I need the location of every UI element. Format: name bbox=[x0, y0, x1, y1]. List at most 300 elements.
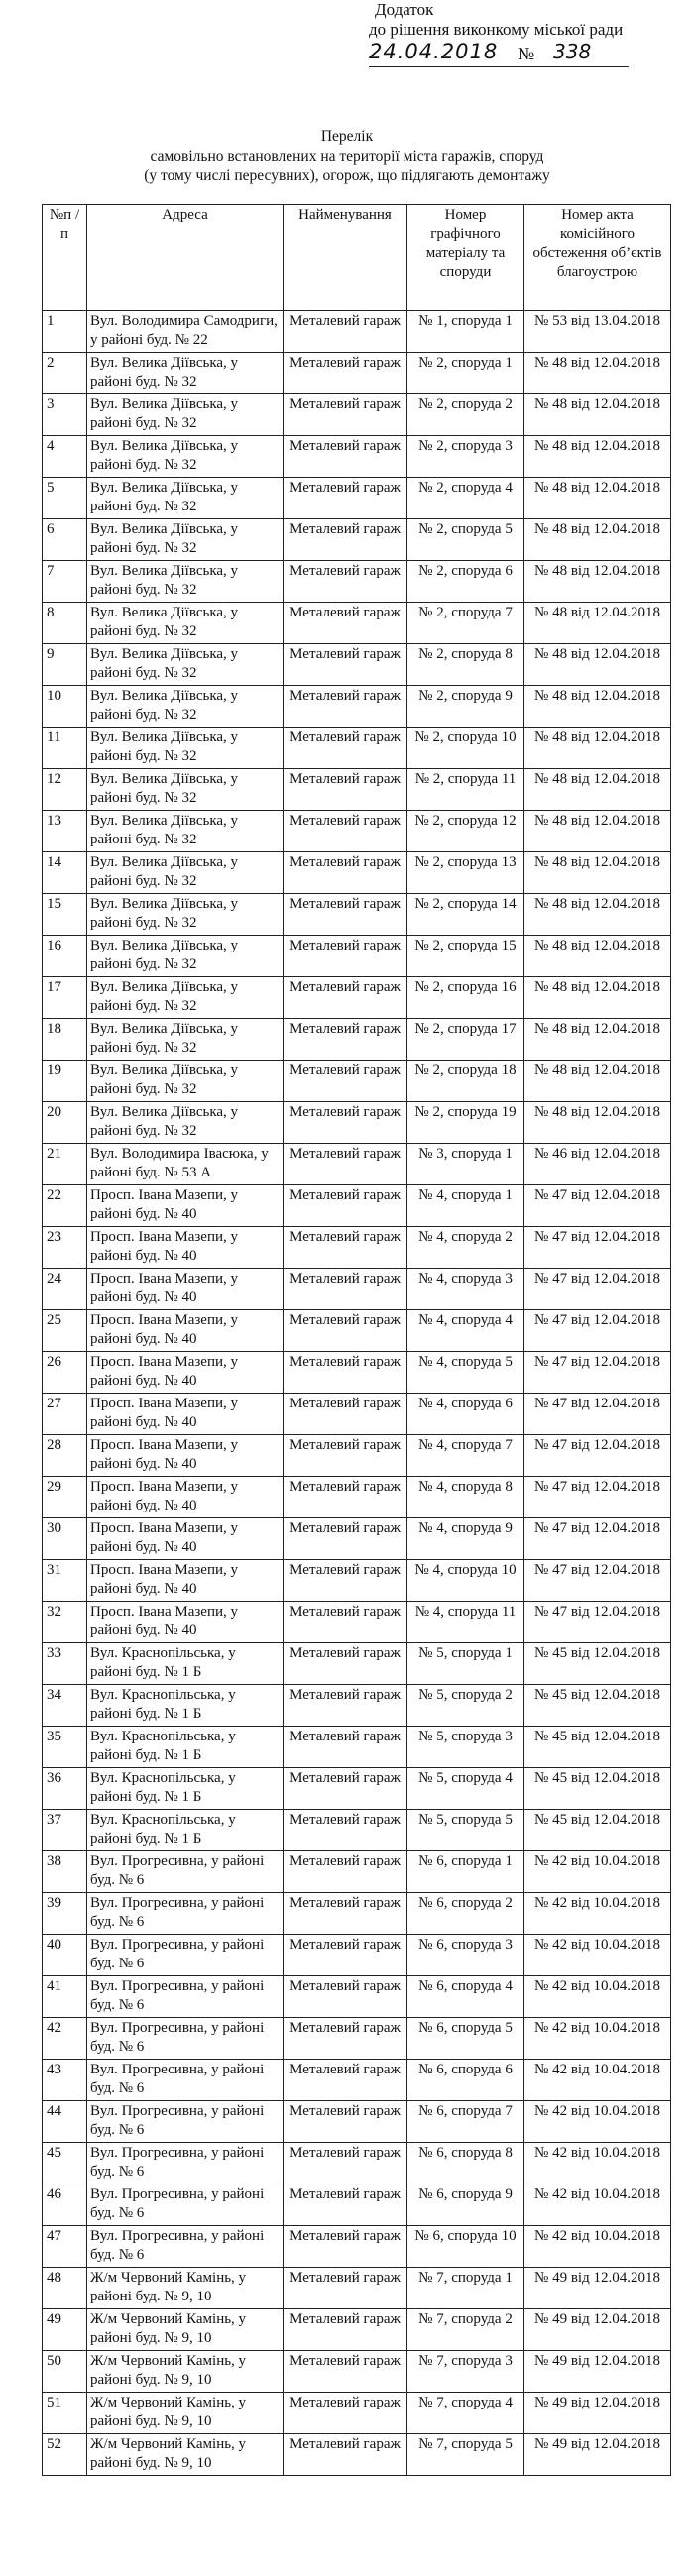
document-title bbox=[0, 127, 694, 186]
cell-number: 42 bbox=[43, 2018, 87, 2060]
cell-address: Вул. Велика Діївська, у районі буд. № 32 bbox=[87, 852, 284, 894]
cell-act: № 47 від 12.04.2018 bbox=[524, 1227, 671, 1269]
cell-address: Просп. Івана Мазепи, у районі буд. № 40 bbox=[87, 1310, 284, 1352]
cell-name: Металевий гараж bbox=[284, 603, 407, 644]
cell-material: № 4, споруда 5 bbox=[407, 1352, 524, 1394]
cell-act: № 49 від 12.04.2018 bbox=[524, 2434, 671, 2476]
cell-material: № 2, споруда 1 bbox=[407, 353, 524, 394]
cell-name: Металевий гараж bbox=[284, 1310, 407, 1352]
table-row bbox=[43, 1144, 671, 1185]
cell-number: 49 bbox=[43, 2309, 87, 2351]
cell-material: № 6, споруда 4 bbox=[407, 1976, 524, 2018]
table-row bbox=[43, 1352, 671, 1394]
cell-address: Ж/м Червоний Камінь, у районі буд. № 9, 10 bbox=[87, 2309, 284, 2351]
decision-number: 338 bbox=[553, 40, 592, 63]
table-row bbox=[43, 1976, 671, 2018]
cell-number: 38 bbox=[43, 1851, 87, 1893]
cell-name: Металевий гараж bbox=[284, 2268, 407, 2309]
col-header-address: Адреса bbox=[87, 205, 284, 311]
cell-number: 26 bbox=[43, 1352, 87, 1394]
table-row bbox=[43, 394, 671, 436]
cell-number: 22 bbox=[43, 1185, 87, 1227]
cell-act: № 48 від 12.04.2018 bbox=[524, 852, 671, 894]
cell-number: 37 bbox=[43, 1810, 87, 1851]
cell-address: Вул. Велика Діївська, у районі буд. № 32 bbox=[87, 353, 284, 394]
cell-material: № 6, споруда 10 bbox=[407, 2226, 524, 2268]
cell-material: № 6, споруда 9 bbox=[407, 2184, 524, 2226]
cell-material: № 6, споруда 5 bbox=[407, 2018, 524, 2060]
cell-address: Вул. Велика Діївська, у районі буд. № 32 bbox=[87, 394, 284, 436]
table-row bbox=[43, 2060, 671, 2101]
cell-act: № 48 від 12.04.2018 bbox=[524, 436, 671, 478]
table-row bbox=[43, 2393, 671, 2434]
cell-number: 15 bbox=[43, 894, 87, 936]
col-header-number: №п /п bbox=[43, 205, 87, 311]
cell-number: 16 bbox=[43, 936, 87, 977]
cell-name: Металевий гараж bbox=[284, 936, 407, 977]
cell-number: 2 bbox=[43, 353, 87, 394]
cell-material: № 4, споруда 10 bbox=[407, 1560, 524, 1602]
cell-material: № 4, споруда 6 bbox=[407, 1394, 524, 1435]
cell-address: Просп. Івана Мазепи, у районі буд. № 40 bbox=[87, 1560, 284, 1602]
cell-material: № 4, споруда 8 bbox=[407, 1477, 524, 1518]
cell-material: № 2, споруда 6 bbox=[407, 561, 524, 603]
cell-material: № 2, споруда 15 bbox=[407, 936, 524, 977]
cell-name: Металевий гараж bbox=[284, 1352, 407, 1394]
cell-number: 25 bbox=[43, 1310, 87, 1352]
cell-name: Металевий гараж bbox=[284, 1602, 407, 1643]
cell-act: № 49 від 12.04.2018 bbox=[524, 2393, 671, 2434]
cell-name: Металевий гараж bbox=[284, 1019, 407, 1061]
cell-material: № 7, споруда 3 bbox=[407, 2351, 524, 2393]
table-row bbox=[43, 2226, 671, 2268]
cell-name: Металевий гараж bbox=[284, 1685, 407, 1727]
cell-number: 1 bbox=[43, 311, 87, 353]
cell-number: 23 bbox=[43, 1227, 87, 1269]
cell-act: № 42 від 10.04.2018 bbox=[524, 1935, 671, 1976]
cell-name: Металевий гараж bbox=[284, 2226, 407, 2268]
cell-name: Металевий гараж bbox=[284, 2060, 407, 2101]
cell-name: Металевий гараж bbox=[284, 2101, 407, 2143]
cell-number: 39 bbox=[43, 1893, 87, 1935]
cell-number: 33 bbox=[43, 1643, 87, 1685]
cell-act: № 48 від 12.04.2018 bbox=[524, 977, 671, 1019]
cell-material: № 7, споруда 4 bbox=[407, 2393, 524, 2434]
cell-name: Металевий гараж bbox=[284, 2143, 407, 2184]
appendix-label: Додаток bbox=[375, 0, 434, 19]
decision-date: 24.04.2018 bbox=[369, 40, 499, 63]
cell-material: № 4, споруда 7 bbox=[407, 1435, 524, 1477]
table-row bbox=[43, 1768, 671, 1810]
cell-number: 51 bbox=[43, 2393, 87, 2434]
cell-material: № 7, споруда 2 bbox=[407, 2309, 524, 2351]
cell-address: Просп. Івана Мазепи, у районі буд. № 40 bbox=[87, 1269, 284, 1310]
cell-material: № 5, споруда 3 bbox=[407, 1727, 524, 1768]
cell-material: № 2, споруда 10 bbox=[407, 728, 524, 769]
table-row bbox=[43, 1269, 671, 1310]
cell-name: Металевий гараж bbox=[284, 1435, 407, 1477]
cell-number: 6 bbox=[43, 519, 87, 561]
cell-name: Металевий гараж bbox=[284, 1976, 407, 2018]
cell-material: № 4, споруда 1 bbox=[407, 1185, 524, 1227]
cell-number: 40 bbox=[43, 1935, 87, 1976]
cell-name: Металевий гараж bbox=[284, 478, 407, 519]
table-row bbox=[43, 1310, 671, 1352]
cell-address: Вул. Велика Діївська, у районі буд. № 32 bbox=[87, 769, 284, 811]
cell-address: Вул. Володимира Самодриги, у районі буд. № 22 bbox=[87, 311, 284, 353]
cell-address: Вул. Велика Діївська, у районі буд. № 32 bbox=[87, 519, 284, 561]
cell-name: Металевий гараж bbox=[284, 1893, 407, 1935]
cell-act: № 45 від 12.04.2018 bbox=[524, 1685, 671, 1727]
cell-number: 17 bbox=[43, 977, 87, 1019]
cell-number: 27 bbox=[43, 1394, 87, 1435]
cell-number: 14 bbox=[43, 852, 87, 894]
table-row bbox=[43, 894, 671, 936]
cell-name: Металевий гараж bbox=[284, 561, 407, 603]
cell-name: Металевий гараж bbox=[284, 852, 407, 894]
cell-material: № 6, споруда 8 bbox=[407, 2143, 524, 2184]
cell-number: 9 bbox=[43, 644, 87, 686]
cell-act: № 48 від 12.04.2018 bbox=[524, 686, 671, 728]
cell-number: 3 bbox=[43, 394, 87, 436]
cell-number: 12 bbox=[43, 769, 87, 811]
cell-number: 46 bbox=[43, 2184, 87, 2226]
cell-act: № 47 від 12.04.2018 bbox=[524, 1185, 671, 1227]
cell-address: Вул. Краснопільська, у районі буд. № 1 Б bbox=[87, 1643, 284, 1685]
cell-number: 10 bbox=[43, 686, 87, 728]
title-line-2: самовільно встановлених на території міста гаражів, споруд bbox=[150, 148, 544, 165]
cell-material: № 5, споруда 5 bbox=[407, 1810, 524, 1851]
cell-name: Металевий гараж bbox=[284, 1768, 407, 1810]
cell-act: № 47 від 12.04.2018 bbox=[524, 1269, 671, 1310]
cell-material: № 2, споруда 12 bbox=[407, 811, 524, 852]
cell-material: № 6, споруда 2 bbox=[407, 1893, 524, 1935]
cell-act: № 47 від 12.04.2018 bbox=[524, 1352, 671, 1394]
cell-address: Вул. Прогресивна, у районі буд. № 6 bbox=[87, 2018, 284, 2060]
table-row bbox=[43, 2434, 671, 2476]
cell-name: Металевий гараж bbox=[284, 811, 407, 852]
cell-act: № 46 від 12.04.2018 bbox=[524, 1144, 671, 1185]
cell-material: № 2, споруда 7 bbox=[407, 603, 524, 644]
cell-act: № 48 від 12.04.2018 bbox=[524, 478, 671, 519]
col-header-name: Найменування bbox=[284, 205, 407, 311]
cell-address: Вул. Велика Діївська, у районі буд. № 32 bbox=[87, 603, 284, 644]
cell-act: № 48 від 12.04.2018 bbox=[524, 1061, 671, 1102]
cell-name: Металевий гараж bbox=[284, 894, 407, 936]
table-row bbox=[43, 561, 671, 603]
cell-material: № 2, споруда 13 bbox=[407, 852, 524, 894]
cell-act: № 53 від 13.04.2018 bbox=[524, 311, 671, 353]
cell-material: № 2, споруда 3 bbox=[407, 436, 524, 478]
cell-act: № 49 від 12.04.2018 bbox=[524, 2309, 671, 2351]
table-row bbox=[43, 1643, 671, 1685]
cell-address: Ж/м Червоний Камінь, у районі буд. № 9, 10 bbox=[87, 2268, 284, 2309]
cell-material: № 6, споруда 1 bbox=[407, 1851, 524, 1893]
cell-material: № 2, споруда 16 bbox=[407, 977, 524, 1019]
cell-act: № 48 від 12.04.2018 bbox=[524, 353, 671, 394]
cell-material: № 3, споруда 1 bbox=[407, 1144, 524, 1185]
table-row bbox=[43, 1019, 671, 1061]
table-row bbox=[43, 2268, 671, 2309]
table-row bbox=[43, 2101, 671, 2143]
cell-act: № 48 від 12.04.2018 bbox=[524, 394, 671, 436]
table-row bbox=[43, 769, 671, 811]
cell-act: № 42 від 10.04.2018 bbox=[524, 2226, 671, 2268]
table-row bbox=[43, 1935, 671, 1976]
cell-address: Просп. Івана Мазепи, у районі буд. № 40 bbox=[87, 1477, 284, 1518]
cell-name: Металевий гараж bbox=[284, 1227, 407, 1269]
table-row bbox=[43, 2143, 671, 2184]
document-header bbox=[369, 0, 666, 67]
table-row bbox=[43, 2018, 671, 2060]
cell-name: Металевий гараж bbox=[284, 519, 407, 561]
cell-address: Вул. Велика Діївська, у районі буд. № 32 bbox=[87, 728, 284, 769]
cell-name: Металевий гараж bbox=[284, 644, 407, 686]
cell-material: № 2, споруда 18 bbox=[407, 1061, 524, 1102]
cell-name: Металевий гараж bbox=[284, 1061, 407, 1102]
cell-address: Вул. Велика Діївська, у районі буд. № 32 bbox=[87, 894, 284, 936]
cell-address: Вул. Велика Діївська, у районі буд. № 32 bbox=[87, 478, 284, 519]
cell-act: № 49 від 12.04.2018 bbox=[524, 2351, 671, 2393]
cell-material: № 4, споруда 2 bbox=[407, 1227, 524, 1269]
cell-name: Металевий гараж bbox=[284, 686, 407, 728]
cell-address: Вул. Прогресивна, у районі буд. № 6 bbox=[87, 1851, 284, 1893]
cell-material: № 4, споруда 4 bbox=[407, 1310, 524, 1352]
table-row bbox=[43, 311, 671, 353]
table-row bbox=[43, 1061, 671, 1102]
cell-name: Металевий гараж bbox=[284, 1727, 407, 1768]
cell-address: Ж/м Червоний Камінь, у районі буд. № 9, 10 bbox=[87, 2351, 284, 2393]
cell-act: № 48 від 12.04.2018 bbox=[524, 603, 671, 644]
cell-address: Просп. Івана Мазепи, у районі буд. № 40 bbox=[87, 1394, 284, 1435]
cell-name: Металевий гараж bbox=[284, 1185, 407, 1227]
cell-name: Металевий гараж bbox=[284, 2351, 407, 2393]
cell-name: Металевий гараж bbox=[284, 2184, 407, 2226]
cell-act: № 48 від 12.04.2018 bbox=[524, 1019, 671, 1061]
cell-act: № 47 від 12.04.2018 bbox=[524, 1518, 671, 1560]
cell-act: № 48 від 12.04.2018 bbox=[524, 561, 671, 603]
cell-number: 50 bbox=[43, 2351, 87, 2393]
cell-act: № 47 від 12.04.2018 bbox=[524, 1560, 671, 1602]
cell-act: № 48 від 12.04.2018 bbox=[524, 519, 671, 561]
cell-act: № 45 від 12.04.2018 bbox=[524, 1768, 671, 1810]
cell-number: 41 bbox=[43, 1976, 87, 2018]
cell-material: № 2, споруда 9 bbox=[407, 686, 524, 728]
table-row bbox=[43, 1560, 671, 1602]
cell-name: Металевий гараж bbox=[284, 1102, 407, 1144]
cell-material: № 5, споруда 2 bbox=[407, 1685, 524, 1727]
cell-address: Вул. Прогресивна, у районі буд. № 6 bbox=[87, 1893, 284, 1935]
table-row bbox=[43, 728, 671, 769]
table-row bbox=[43, 1518, 671, 1560]
cell-act: № 42 від 10.04.2018 bbox=[524, 2060, 671, 2101]
cell-name: Металевий гараж bbox=[284, 1810, 407, 1851]
cell-act: № 47 від 12.04.2018 bbox=[524, 1477, 671, 1518]
cell-material: № 2, споруда 17 bbox=[407, 1019, 524, 1061]
table-row bbox=[43, 1810, 671, 1851]
cell-address: Просп. Івана Мазепи, у районі буд. № 40 bbox=[87, 1227, 284, 1269]
cell-material: № 2, споруда 5 bbox=[407, 519, 524, 561]
cell-act: № 48 від 12.04.2018 bbox=[524, 811, 671, 852]
cell-name: Металевий гараж bbox=[284, 769, 407, 811]
cell-number: 13 bbox=[43, 811, 87, 852]
cell-number: 31 bbox=[43, 1560, 87, 1602]
cell-number: 35 bbox=[43, 1727, 87, 1768]
cell-address: Вул. Прогресивна, у районі буд. № 6 bbox=[87, 2143, 284, 2184]
cell-act: № 45 від 12.04.2018 bbox=[524, 1810, 671, 1851]
cell-name: Металевий гараж bbox=[284, 394, 407, 436]
cell-act: № 49 від 12.04.2018 bbox=[524, 2268, 671, 2309]
cell-name: Металевий гараж bbox=[284, 1394, 407, 1435]
cell-material: № 1, споруда 1 bbox=[407, 311, 524, 353]
table-row bbox=[43, 478, 671, 519]
table-row bbox=[43, 1893, 671, 1935]
cell-name: Металевий гараж bbox=[284, 1269, 407, 1310]
cell-address: Вул. Велика Діївська, у районі буд. № 32 bbox=[87, 436, 284, 478]
cell-material: № 4, споруда 9 bbox=[407, 1518, 524, 1560]
cell-number: 30 bbox=[43, 1518, 87, 1560]
title-line-3: (у тому числі пересувних), огорож, що підлягають демонтажу bbox=[144, 168, 550, 184]
table-row bbox=[43, 644, 671, 686]
cell-act: № 42 від 10.04.2018 bbox=[524, 1893, 671, 1935]
cell-number: 52 bbox=[43, 2434, 87, 2476]
cell-act: № 47 від 12.04.2018 bbox=[524, 1435, 671, 1477]
cell-name: Металевий гараж bbox=[284, 1560, 407, 1602]
table-row bbox=[43, 1102, 671, 1144]
cell-material: № 2, споруда 2 bbox=[407, 394, 524, 436]
cell-number: 4 bbox=[43, 436, 87, 478]
cell-act: № 47 від 12.04.2018 bbox=[524, 1602, 671, 1643]
cell-address: Вул. Прогресивна, у районі буд. № 6 bbox=[87, 2226, 284, 2268]
cell-address: Вул. Краснопільська, у районі буд. № 1 Б bbox=[87, 1810, 284, 1851]
table-row bbox=[43, 353, 671, 394]
cell-act: № 42 від 10.04.2018 bbox=[524, 1851, 671, 1893]
cell-number: 18 bbox=[43, 1019, 87, 1061]
cell-address: Вул. Володимира Івасюка, у районі буд. № 53 А bbox=[87, 1144, 284, 1185]
cell-address: Вул. Краснопільська, у районі буд. № 1 Б bbox=[87, 1727, 284, 1768]
cell-name: Металевий гараж bbox=[284, 1518, 407, 1560]
cell-name: Металевий гараж bbox=[284, 1477, 407, 1518]
cell-address: Вул. Велика Діївська, у районі буд. № 32 bbox=[87, 1102, 284, 1144]
cell-material: № 6, споруда 7 bbox=[407, 2101, 524, 2143]
cell-number: 24 bbox=[43, 1269, 87, 1310]
cell-address: Просп. Івана Мазепи, у районі буд. № 40 bbox=[87, 1352, 284, 1394]
cell-material: № 2, споруда 11 bbox=[407, 769, 524, 811]
cell-act: № 45 від 12.04.2018 bbox=[524, 1727, 671, 1768]
cell-name: Металевий гараж bbox=[284, 1851, 407, 1893]
underline bbox=[369, 66, 629, 67]
cell-number: 20 bbox=[43, 1102, 87, 1144]
cell-act: № 42 від 10.04.2018 bbox=[524, 2143, 671, 2184]
cell-material: № 4, споруда 11 bbox=[407, 1602, 524, 1643]
cell-number: 5 bbox=[43, 478, 87, 519]
cell-address: Вул. Прогресивна, у районі буд. № 6 bbox=[87, 2060, 284, 2101]
cell-name: Металевий гараж bbox=[284, 1935, 407, 1976]
col-header-act: Номер акта комісійного обстеження об’єктів благоустрою bbox=[524, 205, 671, 311]
table-row bbox=[43, 2184, 671, 2226]
cell-address: Просп. Івана Мазепи, у районі буд. № 40 bbox=[87, 1185, 284, 1227]
table-row bbox=[43, 519, 671, 561]
cell-address: Вул. Краснопільська, у районі буд. № 1 Б bbox=[87, 1768, 284, 1810]
cell-material: № 2, споруда 14 bbox=[407, 894, 524, 936]
table-row bbox=[43, 1602, 671, 1643]
table-row bbox=[43, 811, 671, 852]
cell-act: № 48 від 12.04.2018 bbox=[524, 894, 671, 936]
cell-number: 47 bbox=[43, 2226, 87, 2268]
cell-number: 43 bbox=[43, 2060, 87, 2101]
table-row bbox=[43, 1227, 671, 1269]
cell-act: № 48 від 12.04.2018 bbox=[524, 936, 671, 977]
cell-address: Ж/м Червоний Камінь, у районі буд. № 9, 10 bbox=[87, 2393, 284, 2434]
cell-address: Просп. Івана Мазепи, у районі буд. № 40 bbox=[87, 1602, 284, 1643]
cell-name: Металевий гараж bbox=[284, 977, 407, 1019]
cell-material: № 6, споруда 3 bbox=[407, 1935, 524, 1976]
cell-address: Вул. Прогресивна, у районі буд. № 6 bbox=[87, 1935, 284, 1976]
cell-address: Вул. Велика Діївська, у районі буд. № 32 bbox=[87, 644, 284, 686]
table-row bbox=[43, 936, 671, 977]
cell-address: Вул. Велика Діївська, у районі буд. № 32 bbox=[87, 561, 284, 603]
cell-address: Просп. Івана Мазепи, у районі буд. № 40 bbox=[87, 1518, 284, 1560]
table-row bbox=[43, 2309, 671, 2351]
cell-name: Металевий гараж bbox=[284, 1643, 407, 1685]
cell-name: Металевий гараж bbox=[284, 728, 407, 769]
cell-number: 8 bbox=[43, 603, 87, 644]
cell-address: Вул. Прогресивна, у районі буд. № 6 bbox=[87, 1976, 284, 2018]
cell-address: Вул. Велика Діївська, у районі буд. № 32 bbox=[87, 686, 284, 728]
cell-number: 44 bbox=[43, 2101, 87, 2143]
cell-address: Просп. Івана Мазепи, у районі буд. № 40 bbox=[87, 1435, 284, 1477]
table-row bbox=[43, 1851, 671, 1893]
cell-name: Металевий гараж bbox=[284, 2018, 407, 2060]
table-row bbox=[43, 1435, 671, 1477]
decision-reference: до рішення виконкому міської ради bbox=[369, 20, 624, 39]
cell-number: 29 bbox=[43, 1477, 87, 1518]
cell-act: № 42 від 10.04.2018 bbox=[524, 1976, 671, 2018]
table-row bbox=[43, 2351, 671, 2393]
cell-material: № 7, споруда 1 bbox=[407, 2268, 524, 2309]
cell-name: Металевий гараж bbox=[284, 2393, 407, 2434]
cell-number: 32 bbox=[43, 1602, 87, 1643]
cell-number: 45 bbox=[43, 2143, 87, 2184]
cell-number: 11 bbox=[43, 728, 87, 769]
demolition-table bbox=[42, 204, 671, 2476]
cell-address: Вул. Краснопільська, у районі буд. № 1 Б bbox=[87, 1685, 284, 1727]
table-row bbox=[43, 1185, 671, 1227]
cell-number: 36 bbox=[43, 1768, 87, 1810]
cell-act: № 48 від 12.04.2018 bbox=[524, 769, 671, 811]
cell-act: № 42 від 10.04.2018 bbox=[524, 2184, 671, 2226]
cell-address: Вул. Прогресивна, у районі буд. № 6 bbox=[87, 2184, 284, 2226]
cell-material: № 4, споруда 3 bbox=[407, 1269, 524, 1310]
number-sign: № bbox=[518, 44, 535, 63]
cell-act: № 42 від 10.04.2018 bbox=[524, 2018, 671, 2060]
cell-act: № 45 від 12.04.2018 bbox=[524, 1643, 671, 1685]
cell-name: Металевий гараж bbox=[284, 311, 407, 353]
table-row bbox=[43, 977, 671, 1019]
cell-act: № 47 від 12.04.2018 bbox=[524, 1394, 671, 1435]
table-header-row bbox=[43, 205, 671, 311]
cell-address: Вул. Велика Діївська, у районі буд. № 32 bbox=[87, 936, 284, 977]
table-row bbox=[43, 436, 671, 478]
cell-material: № 2, споруда 19 bbox=[407, 1102, 524, 1144]
table-row bbox=[43, 1477, 671, 1518]
table-row bbox=[43, 852, 671, 894]
cell-address: Вул. Прогресивна, у районі буд. № 6 bbox=[87, 2101, 284, 2143]
cell-material: № 5, споруда 4 bbox=[407, 1768, 524, 1810]
col-header-material: Номер графічного матеріалу та споруди bbox=[407, 205, 524, 311]
cell-address: Ж/м Червоний Камінь, у районі буд. № 9, 10 bbox=[87, 2434, 284, 2476]
cell-act: № 48 від 12.04.2018 bbox=[524, 728, 671, 769]
